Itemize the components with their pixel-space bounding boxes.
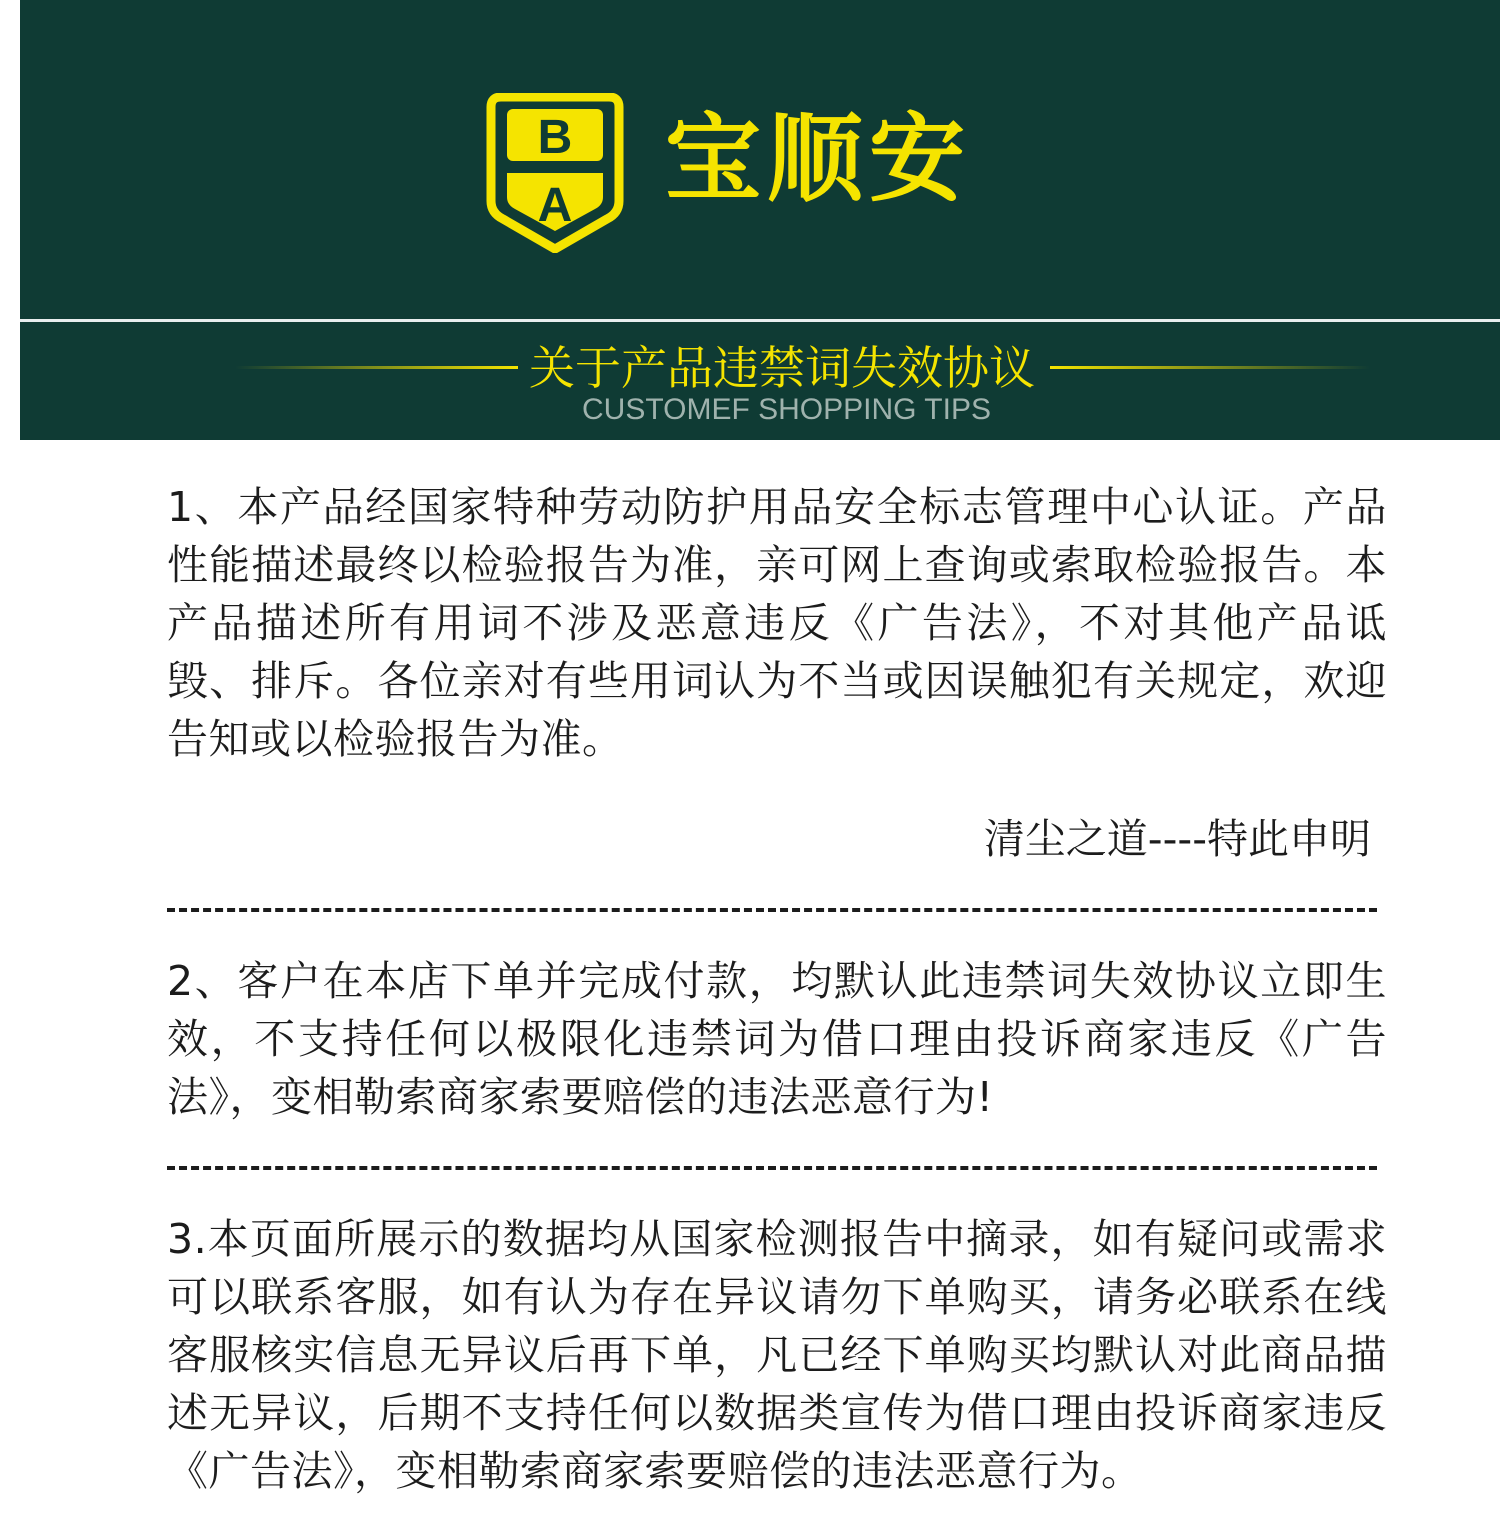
dashed-divider [167, 1166, 1377, 1170]
section-title-row [20, 338, 1500, 398]
page-title: 关于产品违禁词失效协议 [529, 341, 1035, 395]
dashed-divider [167, 908, 1377, 912]
divider-line [20, 319, 1500, 322]
agreement-content [167, 478, 1387, 1500]
page-subtitle: CUSTOMEF SHOPPING TIPS [582, 393, 991, 426]
signature: 清尘之道----特此申明 [983, 815, 1371, 863]
clause-1: 1、本产品经国家特种劳动防护用品安全标志管理中心认证。产品性能描述最终以检验报告为准，亲可网上查询或索取检验报告。本产品描述所有用词不涉及恶意违反《广告法》，不对其他产品诋毁、排斥。各位亲对有些用词认为不当或因误触犯有关规定，欢迎告知或以检验报告为准。 [167, 483, 1387, 763]
svg-text:B: B [537, 111, 573, 164]
title-decoration-left [235, 366, 518, 369]
svg-text:A: A [537, 179, 573, 232]
clause-2: 2、客户在本店下单并完成付款，均默认此违禁词失效协议立即生效，不支持任何以极限化违禁词为借口理由投诉商家违反《广告法》，变相勒索商家索要赔偿的违法恶意行为! [167, 957, 1387, 1121]
clause-3: 3.本页面所展示的数据均从国家检测报告中摘录，如有疑问或需求可以联系客服，如有认为存在异议请勿下单购买，请务必联系在线客服核实信息无异议后再下单，凡已经下单购买均默认对此商品描述无异议，后期不支持任何以数据类宣传为借口理由投诉商家违反《广告法》，变相勒索商家索要赔偿的违法恶意行为。 [167, 1215, 1387, 1495]
brand-name: 宝顺安 [665, 103, 971, 215]
title-decoration-right [1050, 366, 1370, 369]
brand-logo [485, 93, 1085, 253]
shield-logo-icon [485, 93, 625, 253]
